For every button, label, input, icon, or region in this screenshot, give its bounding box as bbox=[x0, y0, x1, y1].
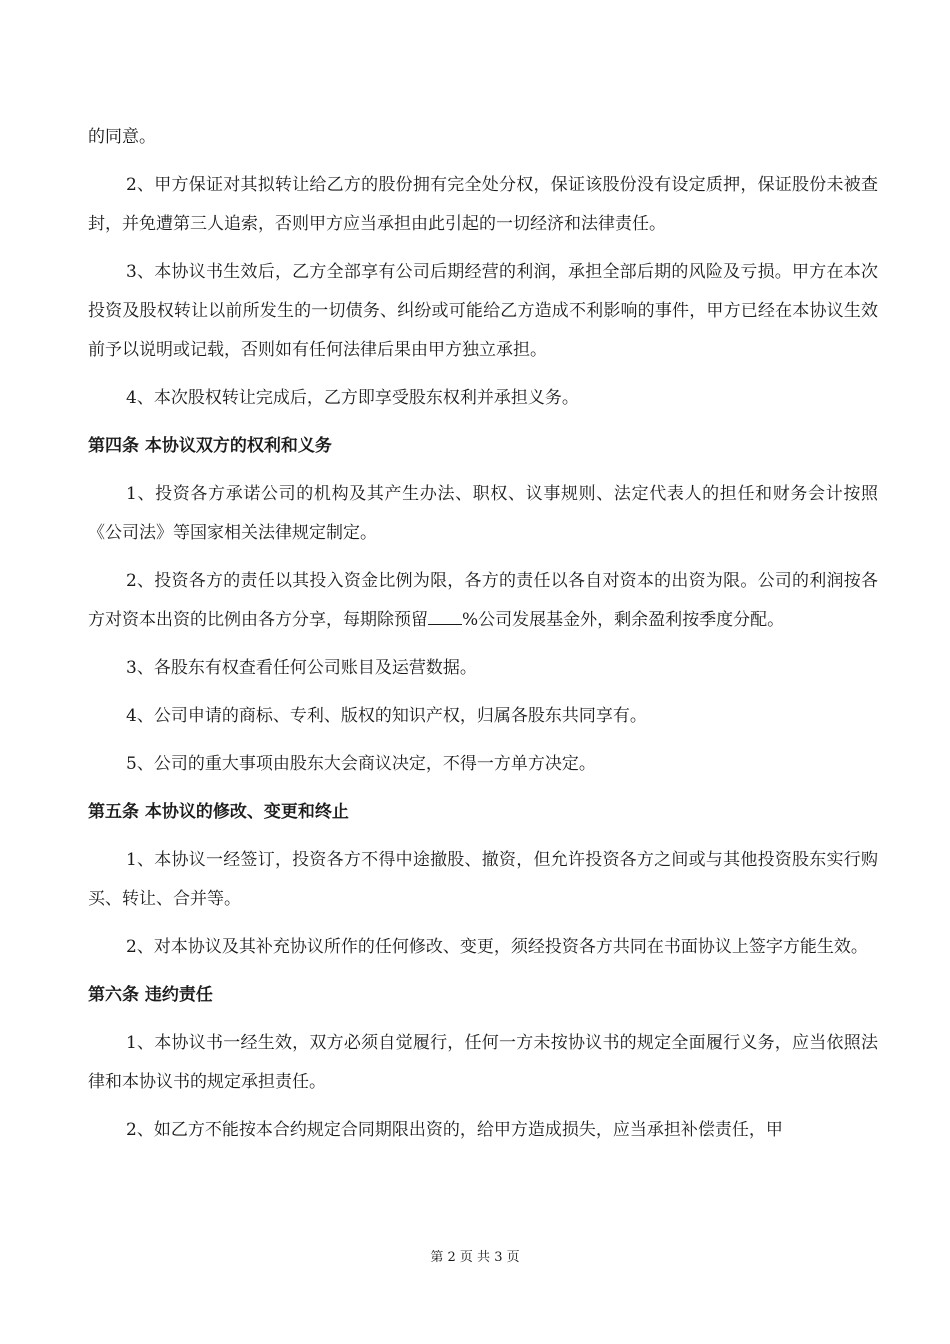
article6-item-2: 2、如乙方不能按本合约规定合同期限出资的，给甲方造成损失，应当承担补偿责任，甲 bbox=[126, 1120, 783, 1140]
document-body bbox=[88, 118, 878, 1159]
article5-heading: 第五条 本协议的修改、变更和终止 bbox=[88, 802, 349, 822]
article4-item-3: 3、各股东有权查看任何公司账目及运营数据。 bbox=[126, 658, 477, 678]
article4-item-2-after: %公司发展基金外，剩余盈利按季度分配。 bbox=[462, 610, 785, 630]
article4-item-5: 5、公司的重大事项由股东大会商议决定，不得一方单方决定。 bbox=[126, 754, 596, 774]
article4-item-2 bbox=[88, 562, 878, 640]
article4-heading: 第四条 本协议双方的权利和义务 bbox=[88, 436, 332, 456]
page-number-footer: 第 2 页 共 3 页 bbox=[430, 1250, 520, 1265]
article5-item-1: 1、本协议一经签订，投资各方不得中途撤股、撤资，但允许投资各方之间或与其他投资股东实行购买、转让、合并等。 bbox=[88, 850, 878, 909]
article3-item-4: 4、本次股权转让完成后，乙方即享受股东权利并承担义务。 bbox=[126, 388, 579, 408]
article3-item-3: 3、本协议书生效后，乙方全部享有公司后期经营的利润，承担全部后期的风险及亏损。甲方在本次投资及股权转让以前所发生的一切债务、纠纷或可能给乙方造成不利影响的事件，甲方已经在本协议生效前予以说明或记载，否则如有任何法律后果由甲方独立承担。 bbox=[88, 262, 878, 360]
article4-item-1: 1、投资各方承诺公司的机构及其产生办法、职权、议事规则、法定代表人的担任和财务会计按照《公司法》等国家相关法律规定制定。 bbox=[88, 484, 878, 543]
article6-item-1: 1、本协议书一经生效，双方必须自觉履行，任何一方未按协议书的规定全面履行义务，应当依照法律和本协议书的规定承担责任。 bbox=[88, 1033, 878, 1092]
article6-heading: 第六条 违约责任 bbox=[88, 985, 213, 1005]
continuation-text: 的同意。 bbox=[88, 127, 156, 147]
fill-in-blank bbox=[428, 610, 462, 625]
article4-item-2-before: 2、投资各方的责任以其投入资金比例为限，各方的责任以各自对资本的出资为限。公司的利润按各方对资本出资的比例由各方分享，每期除预留 bbox=[88, 571, 878, 630]
article5-item-2: 2、对本协议及其补充协议所作的任何修改、变更，须经投资各方共同在书面协议上签字方能生效。 bbox=[126, 937, 868, 957]
article3-item-2: 2、甲方保证对其拟转让给乙方的股份拥有完全处分权，保证该股份没有设定质押，保证股份未被查封，并免遭第三人追索，否则甲方应当承担由此引起的一切经济和法律责任。 bbox=[88, 175, 878, 234]
article4-item-4: 4、公司申请的商标、专利、版权的知识产权，归属各股东共同享有。 bbox=[126, 706, 647, 726]
